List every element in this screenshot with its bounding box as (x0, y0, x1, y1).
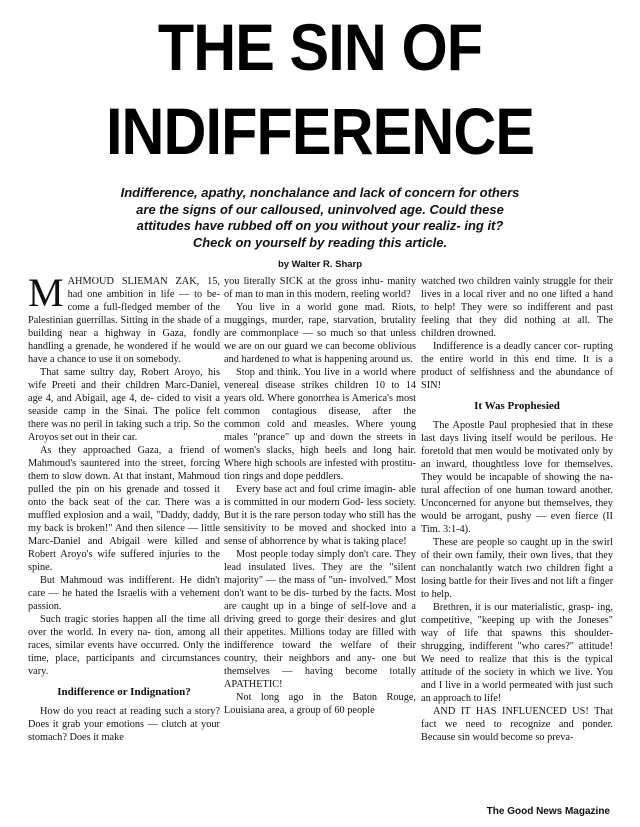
paragraph: Brethren, it is our materialistic, grasp- ing, competitive, "keeping up with the Joneses" way of life that spawns this shoulder-shrugging, indifferent "who cares?" attitude! We need to realize that this is the typical attitude of the society in which we live. You and I live in a world permeated with just such an approach to life! (421, 602, 613, 704)
byline: by Walter R. Sharp (277, 259, 363, 270)
paragraph: Stop and think. You live in a world where venereal disease strikes children 10 to 14 years old. Where gonorrhea is America's most common contagious disease, after the common cold and measles. Where young males "prance" up and down the streets in women's slacks, high heels and long hair. Where high schools are infested with prostitu- tion rings and dope peddlers. (224, 367, 416, 482)
paragraph: you literally SICK at the gross inhu- manity of man to man in this modern, reeling world? (224, 276, 416, 300)
headline-line-1: THE SIN OF (157, 10, 483, 84)
paragraph: Such tragic stories happen all the time all over the world. In every na- tion, among all races, similar events have occurred. Only the time, place, participants and circumstances vary. (28, 614, 220, 677)
paragraph: Most people today simply don't care. They lead insulated lives. They are the "silent majority" — the mass of "un- involved." Most don't want to be dis- turbed by the facts. Most are caught up in a binge of self-love and a driving greed to gorge their desires and glut their appetites. Millions today are filled with indifference toward the welfare of their country, their neighbors and any- one but themselves — having become totally APATHETIC! (224, 549, 416, 690)
paragraph: You live in a world gone mad. Riots, muggings, murder, rape, starvation, brutality are commonplace — so much so that unless we are on our guard we can become oblivious and hardened to what is happening around us. (224, 302, 416, 365)
paragraph: These are people so caught up in the swirl of their own family, their own lives, that they can nonchalantly watch two children fight a losing battle for their lives and not lift a finger to help. (421, 537, 613, 600)
magazine-footer: The Good News Magazine (486, 806, 610, 817)
column-1 (28, 270, 220, 744)
paragraph: watched two children vainly struggle for their lives in a local river and no one lifted a hand to help! They were so indifferent and past feeling that they did nothing at all. The children drowned. (421, 276, 613, 339)
paragraph: That same sultry day, Robert Aroyo, his wife Preeti and their children Marc-Daniel, age 4, and Abigail, age 4, de- cided to visit a seaside camp in the Sinai. The police felt there was no peril in taking such a trip. So the Aroyos set out in their car. (28, 367, 220, 443)
paragraph: Not long ago in the Baton Rouge, Louisiana area, a group of 60 people (224, 692, 416, 716)
drop-cap: M (28, 270, 64, 315)
paragraph: As they approached Gaza, a friend of Mahmoud's sauntered into the street, forcing them to slow down. At that instant, Mahmoud pulled the pin on his grenade and tossed it onto the back seat of the car. There was a muffled explosion and a wail, "Daddy, daddy, my back is broken!" And then silence — little Marc-Daniel and Abigail were killed and Robert Aroyo's wife suffered injuries to the spine. (28, 445, 220, 573)
headline-line-2: INDIFFERENCE (105, 94, 535, 168)
paragraph: The Apostle Paul prophesied that in these last days living itself would be perilous. He foretold that men would be motivated only by an inward, thoughtless love for themselves. They would be incapable of showing the na- tural affection of one human toward another. Unconcerned for anyone but themselves, they would be arrogant, pushy — even fierce (II Tim. 3:1-4). (421, 420, 613, 535)
section-heading: Indifference or Indignation? (57, 686, 191, 698)
paragraph: Every base act and foul crime imagin- able is committed in our modern God- less society. But it is the rare person today who still has the sensitivity to be moved and shocked into a sense of abhorrence by what is taking place! (224, 484, 416, 547)
paragraph: AND IT HAS INFLUENCED US! That fact we need to recognize and ponder. Because sin would become so preva- (421, 706, 613, 743)
paragraph: Indifference is a deadly cancer cor- rupting the entire world in this end time. It is a product of selfishness and the abundance of SIN! (421, 341, 613, 391)
article-deck: Indifference, apathy, nonchalance and lack of concern for others are the signs of our calloused, uninvolved age. Could these attitudes have rubbed off on you without your realiz- ing it? Check on yourself by reading this article. (120, 185, 520, 250)
paragraph: But Mahmoud was indifferent. He didn't care — he hated the Israelis with a vehement passion. (28, 575, 220, 612)
section-heading: It Was Prophesied (474, 400, 560, 412)
paragraph (28, 270, 220, 366)
column-2 (224, 275, 416, 717)
column-3 (421, 275, 613, 744)
paragraph: How do you react at reading such a story? Does it grab your emotions — clutch at your stomach? Does it make (28, 706, 220, 743)
paragraph-text: AHMOUD SLIEMAN ZAK, 15, had one ambition in life — to be- come a full-fledged member of the Palestinian guerrillas. Sitting in the shade of a building near a highway in Gaza, fondly handling a grenade, he wondered if he would have a chance to use it on somebody. (28, 276, 220, 365)
